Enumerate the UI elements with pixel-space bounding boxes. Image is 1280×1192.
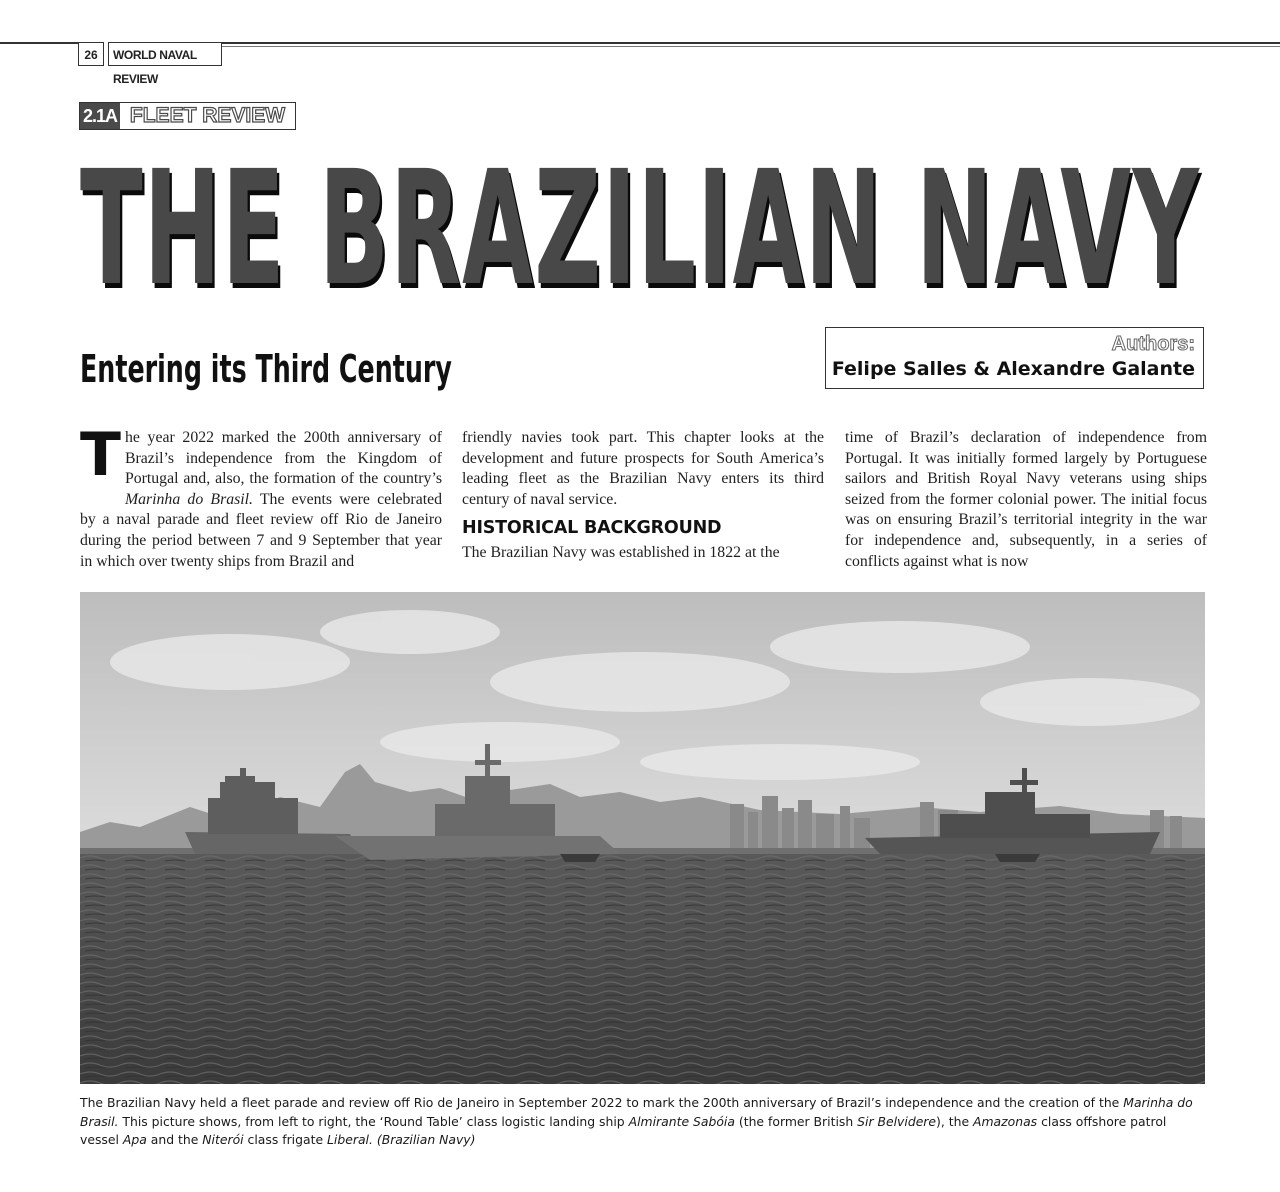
article-subtitle: Entering its Third Century [80, 347, 452, 391]
fleet-photo [80, 592, 1205, 1084]
caption-italic: Sir Belvidere [857, 1113, 937, 1129]
caption-italic: Apa [122, 1132, 147, 1147]
caption-text: class offshore patrol vessel [80, 1113, 1167, 1147]
caption-text: This picture shows, from left to right, the ‘Round Table’ class logistic landing ship [118, 1113, 629, 1129]
photo-caption [80, 1094, 1205, 1150]
article-title: THE BRAZILIAN NAVY [80, 137, 1201, 321]
caption-italic: Amazonas [973, 1113, 1038, 1129]
caption-text: (the former British [734, 1113, 858, 1129]
caption-text: class frigate [243, 1132, 328, 1147]
body-column-3 [845, 428, 1207, 578]
caption-italic: Liberal. [327, 1132, 373, 1147]
col3-text: time of Brazil’s declaration of independence from Portugal. It was initially formed largely by Portuguese sailors and British Royal Navy veterans using ships seized from the former colonial power. The initial focus was on ensuring Brazil’s territorial integrity in the war for independence and, subsequently, in a series of conflicts against what is now [845, 429, 1207, 570]
drop-cap: T [80, 428, 121, 490]
caption-italic: Niterói [202, 1132, 244, 1147]
caption-text: ), the [936, 1113, 974, 1129]
body-paragraph [80, 428, 442, 572]
publication-title: WORLD NAVAL REVIEW [108, 42, 222, 66]
col2-text-2: The Brazilian Navy was established in 1822 at the [462, 544, 780, 562]
section-label: FLEET REVIEW [129, 104, 286, 127]
section-number: 2.1A [80, 103, 120, 129]
caption-italic: Almirante Sabóia [628, 1113, 735, 1129]
authors-names: Felipe Salles & Alexandre Galante [831, 358, 1195, 380]
body-column-1 [80, 428, 442, 578]
col1-text: he year 2022 marked the 200th anniversary of Brazil’s independence from the Kingdom of Portugal and, also, the formation of the country’s [124, 429, 442, 488]
caption-italic: (Brazilian Navy) [376, 1132, 476, 1147]
body-column-2 [462, 428, 824, 578]
header-rule-thin [222, 46, 1280, 47]
caption-italic: Marinha do Brasil. [80, 1095, 1193, 1129]
col1-text-2: The events were celebrated by a naval parade and fleet review off Rio de Janeiro during the period between 7 and 9 September that year in which over twenty ships from Brazil and [80, 490, 442, 570]
col1-italic: Marinha do Brasil. [124, 490, 253, 508]
header-rule-left [0, 42, 78, 44]
authors-label: Authors: [1111, 333, 1195, 355]
authors-box [825, 327, 1204, 389]
header-rule-right [222, 42, 1280, 44]
page-number: 26 [78, 42, 104, 66]
caption-text: and the [146, 1132, 203, 1147]
col2-text: friendly navies took part. This chapter looks at the development and future prospects for South America’s leading fleet as the Brazilian Navy enters its third century of naval service. [462, 429, 824, 508]
section-tag [79, 102, 296, 130]
caption-text: The Brazilian Navy held a fleet parade and review off Rio de Janeiro in September 2022 to mark the 200th anniversary of Brazil’s independence and the creation of the [80, 1095, 1124, 1110]
section-heading: HISTORICAL BACKGROUND [462, 518, 722, 539]
